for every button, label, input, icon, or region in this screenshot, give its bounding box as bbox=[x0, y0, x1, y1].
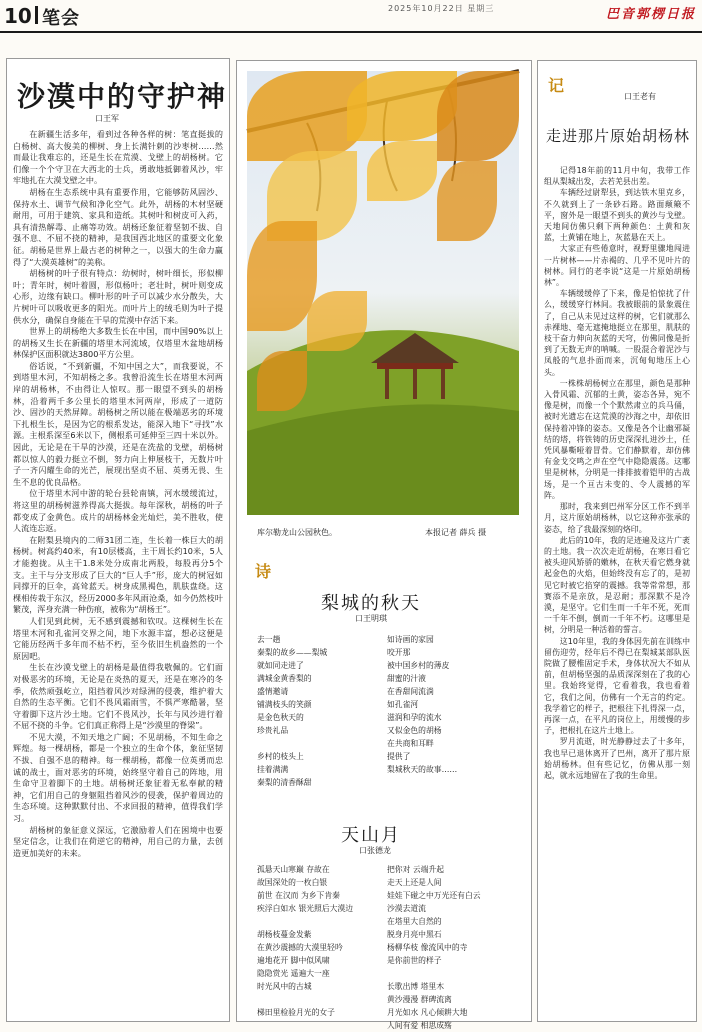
poem-line: 满城金黄香梨的 bbox=[257, 674, 312, 683]
paragraph: 人们见到此树，无不感到震撼和钦叹。这棵树生长在塔里木河和孔雀河交界之间，地下水源丰富，想必这便是它能历经两千多年而不枯不朽，至今依旧生机盎然的一个原因吧。 bbox=[13, 615, 223, 661]
poem-line: 又似金色的胡杨 bbox=[387, 726, 442, 735]
header-divider bbox=[35, 6, 38, 24]
paragraph: 不见大漠，不知天地之广阔；不见胡杨，不知生命之辉煌。每一棵胡杨，都是一个独立的生命个体，象征坚韧不拔、自强不息的精神。每一棵胡杨，都像一位英勇而忠诚的战士，面对恶劣的环境，始终坚守着自己的阵地，用生命守卫着脚下的土地。胡杨树还象征着无私奉献的精神，它们用自己的身躯阻挡着风沙的侵袭，保护着周边的生态环境。这种默默付出、不求回报的精神，值得我们学习。 bbox=[13, 731, 223, 824]
poem-line: 在香甜间流淌 bbox=[387, 687, 434, 696]
paragraph: 罗月流逝，时光静静过去了十多年，我也早已退休离开了巴州，离开了那片原始胡杨林。但有些记忆，仿佛从那一刻起，就永远地留在了我的生命里。 bbox=[544, 737, 690, 780]
poem-line: 挂着满满 bbox=[257, 765, 289, 774]
poem-line: 铺满枝头的笑颜 bbox=[257, 700, 312, 709]
paragraph: 俗话说，“不到新疆，不知中国之大”，而我要说，不到塔里木河，不知胡杨之多。我曾沿流生长在塔里木河两岸的胡杨林，不由得让人惊叹。那一眼望不到头的胡杨林，沿着两千多公里长的塔里木河两岸，形成了一道防沙、固沙的天然屏障。胡杨树之所以能在极端恶劣的环境下扎根生长，是因为它的根系发达，能深入地下“寻找”水源。主根系深至6米以下，侧根系可延伸至三四十米以外。因此，无论是在干旱的沙漠，还是在洗盐的戈壁，胡杨树都以惊人的毅力挺立不倒，努力向上伸展枝干，无数片叶子一齐闪耀生命的光芒，展现出坚贞不屈、英勇无畏、生生不息的优良品格。 bbox=[13, 360, 223, 487]
poem-line: 乡村的枝头上 bbox=[257, 752, 304, 761]
poem-line: 孤悬天山寒巅 存故在 bbox=[257, 865, 330, 874]
paragraph: 胡杨在生态系统中具有重要作用，它能够防风固沙、保持水土、调节气候和净化空气。此外，胡杨的木材坚硬耐用，可用于建筑、家具和造纸。其树叶和树皮可入药，具有清热解毒、止痛等功效。胡杨还象征着坚韧不拔、自强不息、不屈不挠的精神，是我国西北地区的重要文化象征。胡杨是世界上最古老的树种之一，以强大的生命力赢得了“大漠英雄树”的美称。 bbox=[13, 186, 223, 267]
article-desert-guardian bbox=[6, 58, 230, 1022]
page-number: 10 bbox=[4, 4, 32, 28]
poem-line: 隐隐赏光 遥遍大一座 bbox=[257, 969, 330, 978]
article-title: 沙漠中的守护神 bbox=[17, 80, 228, 113]
poem-line: 故国深处的一枚白银 bbox=[257, 878, 328, 887]
section-name: 笔会 bbox=[42, 8, 80, 29]
poem-line: 把你对 云端升起 bbox=[387, 865, 445, 874]
poem-left-column bbox=[257, 633, 327, 789]
leaf-cluster bbox=[257, 351, 307, 411]
poem-line bbox=[387, 967, 481, 980]
poem-line: 月光如水 凡心倾耕大地 bbox=[387, 1008, 468, 1017]
poem-line: 疾浮白如水 银光照后大漠边 bbox=[257, 904, 354, 913]
poem-line: 长歌出博 塔里木 bbox=[387, 982, 445, 991]
poem-right-column bbox=[387, 633, 457, 776]
poem-line: 是金色秋天的 bbox=[257, 713, 304, 722]
poem-author: 口张德龙 bbox=[359, 846, 391, 855]
poem-line: 前世 在汉而 为乡下肯秦 bbox=[257, 891, 340, 900]
paragraph: 一株株胡杨树立在那里，颜色是那种入骨风霜、沉郁的土黄，姿态各异，宛不像是树，而像一个个默然肃立的兵马俑，被时光遗忘在这荒漠的沙海之中，却依旧保持着冲锋的姿态。又像是各个让幽邪凝结的塔，将铁铸的历史深深扎进沙土，任凭风暴嘶哑着冒骨。它们静默着，却仿佛有金戈交鸣之声在空气中隐隐震荡。这哪里是树林，分明是一排排披着铠甲的古战场，是一个亘古未变的、令人震撼的军阵。 bbox=[544, 378, 690, 500]
poem-line bbox=[257, 993, 353, 1006]
paragraph: 此后的10年，我的足迹遍及这片广袤的土地。我一次次走近胡杨，在寒日看它被头迎风矫骄的嫩林，在秋天看它燃身就起金色的火焰，但始终没有忘了的，是初见它时被它掐穿的震撼。我等常常想，那赛添不是亲放，是忍耐；那深默不是冷漠，是坚守。它们生而一千年不死，死而一千年不倒，倒而一千年不朽。这哪里是树，分明是一种活着的誓言。 bbox=[544, 535, 690, 635]
poem-line: 是你前世的样子 bbox=[387, 956, 442, 965]
poem-left-column bbox=[257, 863, 353, 1019]
leaf-cluster bbox=[307, 291, 367, 351]
poem-line: 如诗画的家园 bbox=[387, 635, 434, 644]
poem-line: 滋润和孕的流水 bbox=[387, 713, 442, 722]
paragraph: 在附梨县境内的二师31团二连，生长着一株巨大的胡杨树。树高约40米，有10层楼高，主干周长约10米，5人才能抱拢。从主干1.8米处分成南北两股，每股再分5个支。主干与分支形成了巨大的“巨人手”形，庞大的树冠如同撑开的巨伞，高耸蓝天。树身成黑褐色，肌肤盘绕。这棵相传栽于东汉，经历2000多年风雨沧桑，如今仍然枝叶繁茂，浑身充满一种伤痕，被称为“胡杨王”。 bbox=[13, 534, 223, 615]
issue-date: 2025年10月22日 星期三 bbox=[388, 4, 495, 13]
paragraph: 位于塔里木河中游的轮台县轮南镇，河水缓缓流过，将这里的胡杨树滋养得高大挺拔。每年深秋，胡杨的叶子都变成了金黄色。成片的胡杨林金光灿烂，美不胜收，使人流连忘返。 bbox=[13, 488, 223, 534]
poem-line: 在黄沙震撼的大漠里轻吟 bbox=[257, 943, 343, 952]
poem-author: 口王明琪 bbox=[355, 614, 387, 623]
header-rule bbox=[0, 31, 702, 33]
paragraph: 胡杨树的叶子很有特点：幼树时，树叶细长，形似柳叶；青年时，树叶着圆，形似杨叶；老壮时，树叶则变成心形，边缘有缺口。柳叶形的叶子可以减少水分散失，大片树叶可以吸收更多的阳光。而叶片上的绒毛则为叶子提供水分，确保自身能在干旱的荒漠中存活下来。 bbox=[13, 268, 223, 325]
poem-line: 盛情邀请 bbox=[257, 687, 289, 696]
article-body bbox=[13, 129, 223, 1013]
essay-section-tag: 记 bbox=[548, 76, 565, 95]
poem-line: 走天上还是人间 bbox=[387, 878, 442, 887]
poem-line: 秦梨的故乡——梨城 bbox=[257, 648, 328, 657]
poem-line: 秦梨的清香酥甜 bbox=[257, 778, 312, 787]
poem-line: 黄沙漫漫 群碑流离 bbox=[387, 995, 452, 1004]
poem-line: 在共商和耳畔 bbox=[387, 739, 434, 748]
poem-line: 去一趟 bbox=[257, 635, 281, 644]
poem-line: 提供了 bbox=[387, 752, 411, 761]
poem-line: 就如同走进了 bbox=[257, 661, 304, 670]
paragraph: 世界上的胡杨绝大多数生长在中国，而中国90%以上的胡杨又生长在新疆的塔里木河流域，仅塔里木盆地胡杨林保护区面积就达3800平方公里。 bbox=[13, 326, 223, 360]
poem-line bbox=[257, 737, 327, 750]
poem-line: 遍地花开 脚中似风啸 bbox=[257, 956, 330, 965]
poem-line: 人间有爱 相思成殇 bbox=[387, 1021, 452, 1030]
page-header bbox=[0, 0, 702, 34]
photo-credit: 本报记者 薛兵 摄 bbox=[425, 528, 487, 537]
paragraph: 在新疆生活多年，看到过各种各样的树：笔直挺拔的白杨树、高大俊美的柳树、身上长满针刺的沙枣树……然而最让我难忘的，还是生长在荒漠、戈壁上的胡杨树。它们像一个个守卫在大西北的士兵，勇敢地抵御着风沙，牢牢地扎在大漠戈壁之中。 bbox=[13, 129, 223, 186]
leaf-cluster bbox=[247, 221, 317, 331]
poem-line: 梯田里检验月光的女子 bbox=[257, 1008, 335, 1017]
poem-line: 珍贵礼品 bbox=[257, 726, 289, 735]
poem-title: 天山月 bbox=[341, 825, 401, 846]
paragraph: 胡杨树的象征意义深远，它激励着人们在困境中也要坚定信念，让我们在荷逆它的精神，用自己的力量，去创造更加美好的未来。 bbox=[13, 824, 223, 858]
article-body bbox=[544, 165, 690, 1015]
paragraph: 大家正有些倦意时，视野里骤地闯进一片树林——片赤褐的、几乎不见叶片的树林。同行的老李说“这是一片原始胡杨林”。 bbox=[544, 244, 690, 288]
photo-poetry-column bbox=[236, 60, 532, 1030]
poem-line: 时光风中的古城 bbox=[257, 982, 312, 991]
newspaper-name: 巴音郭楞日报 bbox=[605, 7, 696, 22]
article-author: 口王军 bbox=[95, 114, 119, 123]
leaf-cluster bbox=[367, 141, 437, 201]
poetry-section-tag: 诗 bbox=[255, 562, 272, 581]
poem-line: 咬开那 bbox=[387, 648, 411, 657]
poem-line: 杨柳华枝 像流风中的寺 bbox=[387, 943, 468, 952]
leaf-cluster bbox=[437, 71, 519, 161]
poem-title: 梨城的秋天 bbox=[321, 593, 421, 614]
paragraph: 那时，我来到巴州军分区工作不到半月，这片原始胡杨林，以它这种亦张承的姿态，给了我最深刻的烙印。 bbox=[544, 502, 690, 534]
paragraph: 生长在沙漠戈壁上的胡杨是最值得我敬佩的。它们面对极恶劣的环境，无论是在炎热的夏天，还是在寒冷的冬季，依然顽强屹立，阻挡着风沙对绿洲的侵袭，维护着大自然的生态平衡。它们不畏风霜雨雪，不惧严寒酷暑，坚守着脚下这片沙土地。它们不畏风沙，长年与风沙进行着不屈不挠的斗争。它们真正称得上是“沙漠里的脊梁”。 bbox=[13, 662, 223, 731]
poem-line: 如孔雀河 bbox=[387, 700, 419, 709]
paragraph: 这10年里，我的身体因先前在训练中留伤迎劳，经年后不得已在梨城某部队医院做了腰椎固定手术，身体状况大不如从前，但胡杨坚强的品质深深刻在了我的心里。我始终觉得，它看着我，我也看着它，我们之间，仿佛有一个无言的约定。我学着它的样子，把根往下扎得深一点，再深一点，在平凡的岗位上，用缓慢的步子，把根扎在这片土地上。 bbox=[544, 636, 690, 736]
poem-line: 脱身月亮中黑石 bbox=[387, 930, 442, 939]
poem-line: 胡杨枝蔓金发紫 bbox=[257, 930, 312, 939]
photo-caption: 库尔勒龙山公园秋色。 bbox=[257, 528, 337, 537]
paragraph: 记得18年前的11月中旬，我带工作组从梨城出发，去若羌县出差。 bbox=[544, 166, 690, 187]
article-title: 走进那片原始胡杨林 bbox=[546, 127, 691, 145]
poem-line: 沙漠去道流 bbox=[387, 904, 426, 913]
poem-line: 梨城秋天的故事…… bbox=[387, 765, 458, 774]
autumn-park-photo bbox=[247, 71, 519, 515]
article-author: 口王老有 bbox=[624, 92, 656, 101]
leaf-cluster bbox=[437, 161, 497, 241]
paragraph: 车辆缓缓停了下来，像是怕惊扰了什么，缓缓穿行林间。我被眼前的景象震住了，自己从未见过这样的树，它们就那么赤裸地、毫无遮掩地挺立在那里，肌肤的枝干奋力伸向灰蓝的天穹，仿佛同像是折到了无数无声的呐喊。一股混合着泥沙与凤般的气息扑面而来，沉甸甸地压上心头。 bbox=[544, 289, 690, 377]
poem-line: 甜蜜的汁液 bbox=[387, 674, 426, 683]
poem-line: 在塔里大自然的 bbox=[387, 917, 442, 926]
paragraph: 车辆经过尉犁县，到达铁木里克乡，不久就到上了一条砂石路。路面颠簸不平，窗外是一眼望不到头的黄沙与戈壁。天地间仿佛只剩下两种颜色：土黄和灰蓝，土黄铺在地上，灰蓝悬在天上。 bbox=[544, 188, 690, 243]
article-poplar-forest bbox=[537, 60, 697, 1022]
poem-line: 被中国乡村的薄皮 bbox=[387, 661, 450, 670]
poem-right-column bbox=[387, 863, 481, 1032]
poem-line bbox=[257, 915, 353, 928]
poem-line: 娃娃下碰之中万光还有白云 bbox=[387, 891, 481, 900]
